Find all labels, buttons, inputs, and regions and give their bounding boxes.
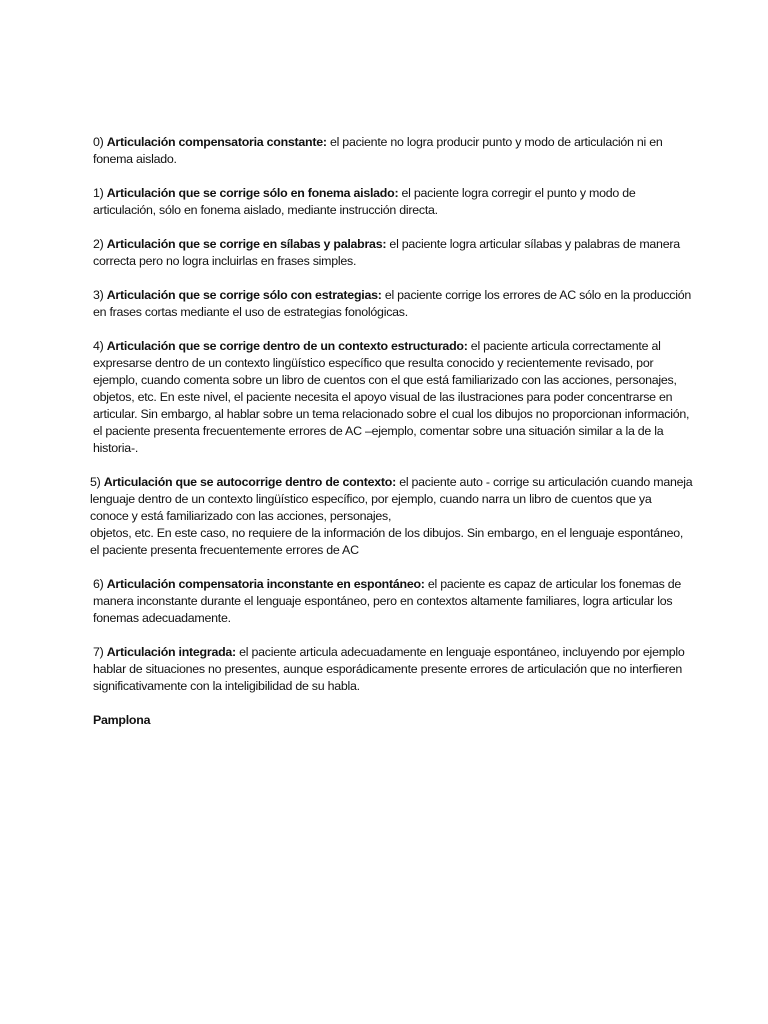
level-5-description-line-2: objetos, etc. En este caso, no requiere de la información de los dibujos. Sin embargo, en el lenguaje espontáneo, el paciente presenta frecuentemente errores de AC (90, 526, 684, 557)
level-2-term: Articulación que se corrige en sílabas y palabras: (106, 237, 387, 251)
level-7-description: el paciente articula adecuadamente en lenguaje espontáneo, incluyendo por ejemplo hablar de situaciones no presentes, aunque esporádicamente presente errores de articulación que no interfieren significativamente con la inteligibilidad de su habla. (93, 645, 685, 693)
level-4-term: Articulación que se corrige dentro de un contexto estructurado: (106, 339, 468, 353)
level-3-description: el paciente corrige los errores de AC sólo en la producción en frases cortas mediante el uso de estrategias fonológicas. (93, 288, 692, 319)
level-7-term: Articulación integrada: (106, 645, 236, 659)
level-3-paragraph (93, 287, 693, 321)
footer-place: Pamplona (93, 713, 151, 727)
level-3-number: 3) (93, 288, 104, 302)
level-5-description-line-1: el paciente auto - corrige su articulación cuando maneja lenguaje dentro de un contexto lingüístico específico, por ejemplo, cuando narra un libro de cuentos que ya conoce y está familiarizado con las acciones, personajes, (90, 475, 693, 523)
level-3-term: Articulación que se corrige sólo con estrategias: (106, 288, 382, 302)
level-1-term: Articulación que se corrige sólo en fonema aislado: (106, 186, 399, 200)
level-6-description: el paciente es capaz de articular los fonemas de manera inconstante durante el lenguaje espontáneo, pero en contextos altamente familiares, logra articular los fonemas adecuadamente. (93, 577, 682, 625)
level-2-paragraph (93, 236, 693, 270)
level-4-number: 4) (93, 339, 104, 353)
level-2-number: 2) (93, 237, 104, 251)
level-0-paragraph (93, 134, 693, 168)
level-6-term: Articulación compensatoria inconstante en espontáneo: (106, 577, 425, 591)
level-2-description: el paciente logra articular sílabas y palabras de manera correcta pero no logra incluirlas en frases simples. (93, 237, 680, 268)
level-5-number: 5) (90, 475, 101, 489)
level-5-term: Articulación que se autocorrige dentro de contexto: (103, 475, 396, 489)
level-6-paragraph (93, 576, 693, 627)
level-4-description: el paciente articula correctamente al expresarse dentro de un contexto lingüístico específico que resulta conocido y recientemente revisado, por ejemplo, cuando comenta sobre un libro de cuentos con el que está familiarizado con las acciones, personajes, objetos, etc. En este nivel, el paciente necesita el apoyo visual de las ilustraciones para poder concentrarse en articular. Sin embargo, al hablar sobre un tema relacionado sobre el cual los dibujos no proporcionan información, el paciente presenta frecuentemente errores de AC –ejemplo, comentar sobre una situación similar a la de la historia-. (93, 339, 690, 455)
level-7-paragraph (93, 644, 693, 695)
level-4-paragraph (93, 338, 693, 457)
level-0-description: el paciente no logra producir punto y modo de articulación ni en fonema aislado. (93, 135, 663, 166)
level-0-term: Articulación compensatoria constante: (106, 135, 327, 149)
level-0-number: 0) (93, 135, 104, 149)
level-1-paragraph (93, 185, 693, 219)
level-1-number: 1) (93, 186, 104, 200)
level-1-description: el paciente logra corregir el punto y modo de articulación, sólo en fonema aislado, mediante instrucción directa. (93, 186, 636, 217)
document-page (90, 134, 693, 746)
level-7-number: 7) (93, 645, 104, 659)
level-5-paragraph (90, 474, 693, 559)
level-6-number: 6) (93, 577, 104, 591)
